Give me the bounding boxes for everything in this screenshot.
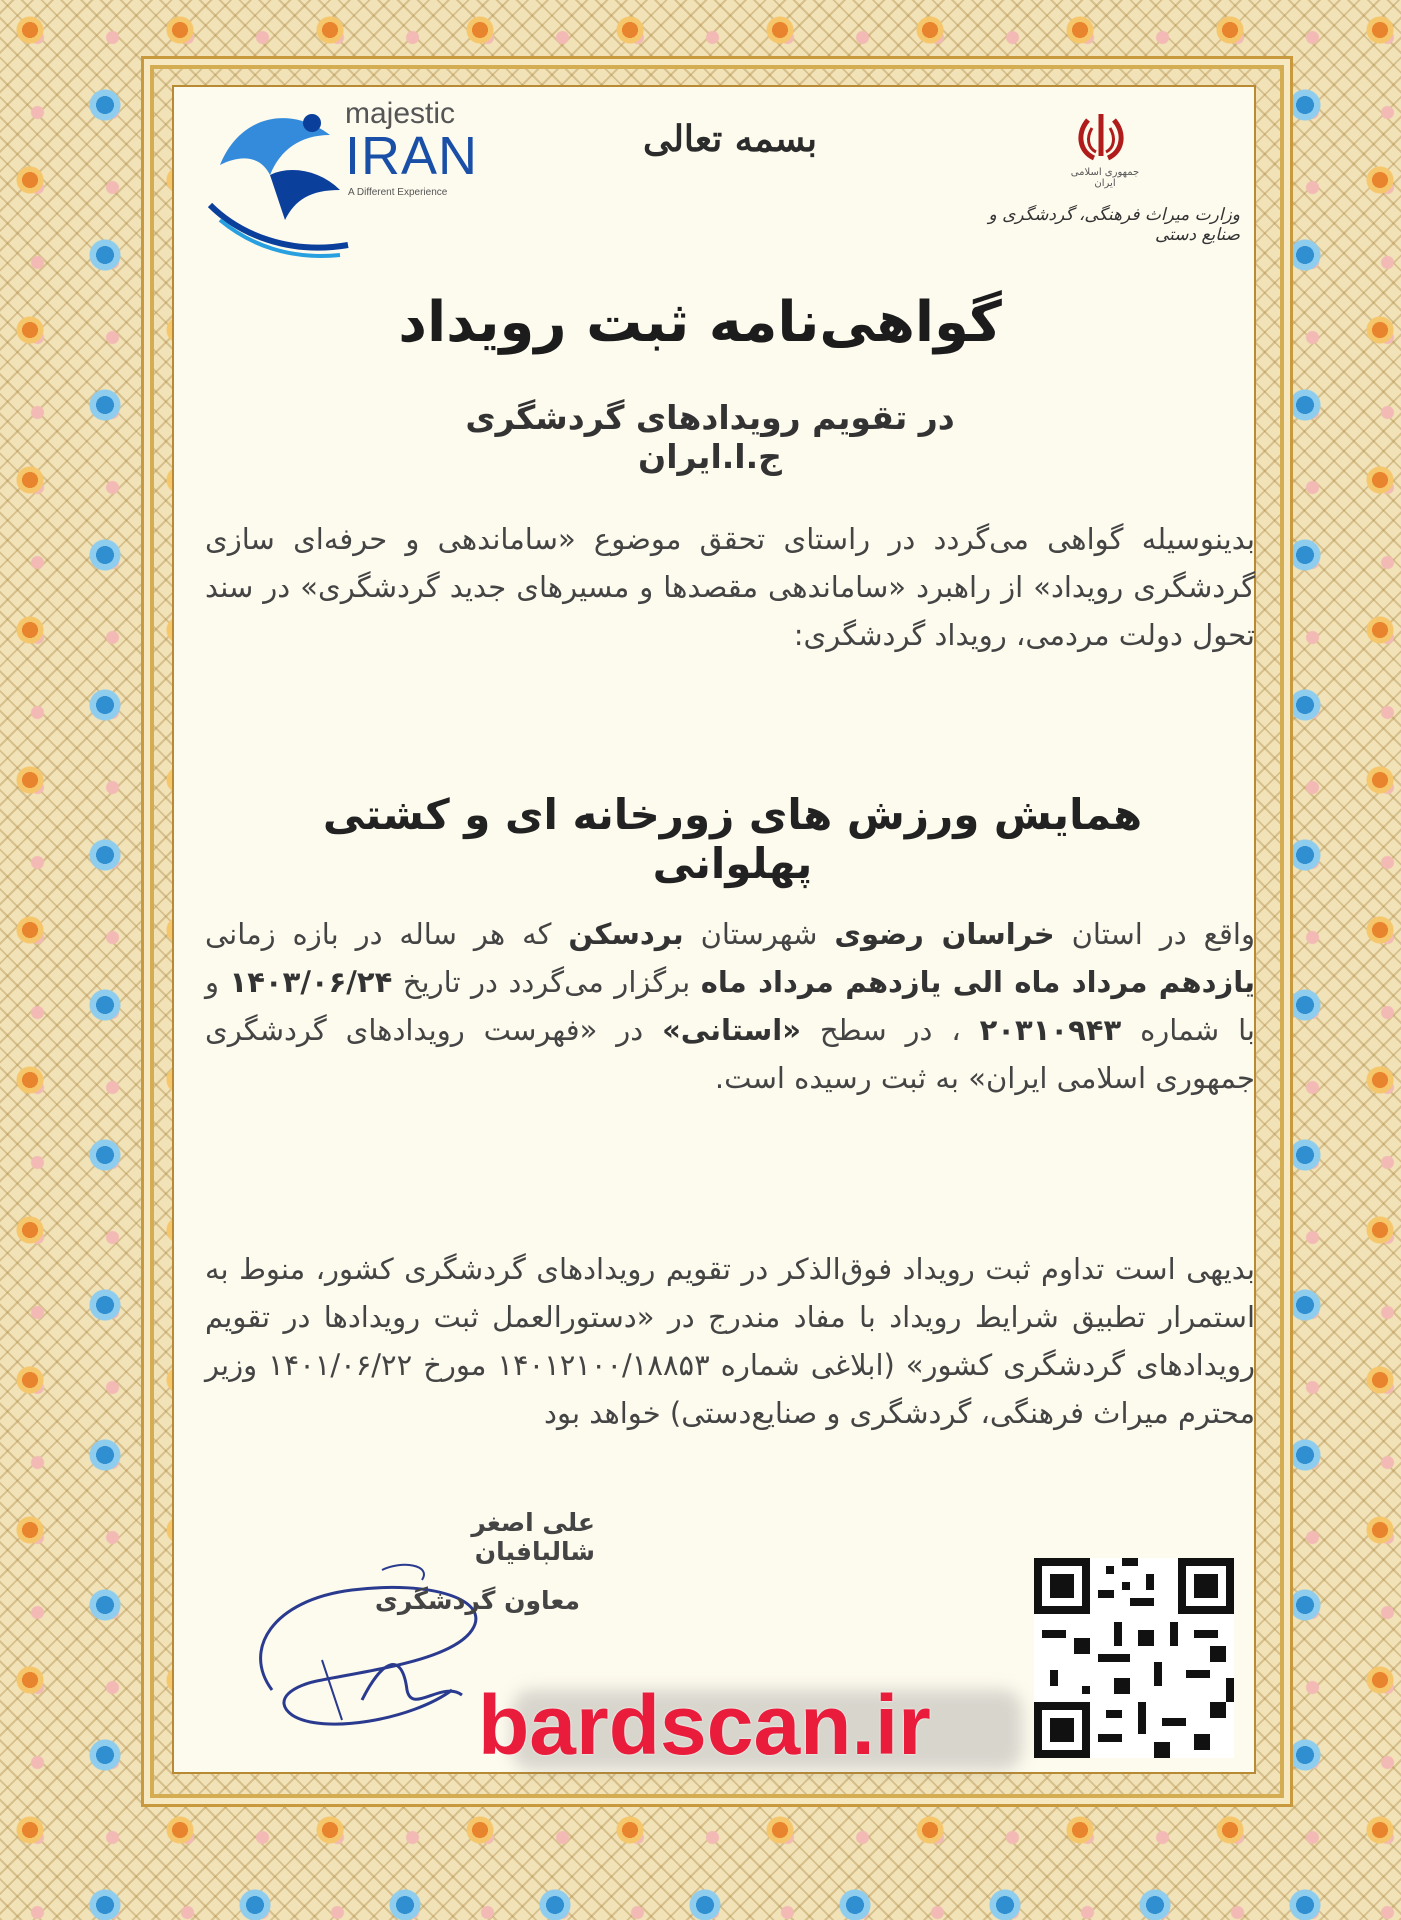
signatory-name: علی اصغر شالبافیان: [471, 1508, 595, 1566]
emblem-caption: جمهوری اسلامی ایران: [1070, 167, 1140, 189]
logo-word-iran: IRAN: [345, 126, 479, 186]
signatory-role: معاون گردشگری: [374, 1586, 580, 1615]
text-part: برگزار می‌گردد در تاریخ: [392, 965, 701, 999]
certificate-subtitle: در تقویم رویدادهای گردشگری ج.ا.ایران: [465, 398, 955, 476]
text-part: ، در سطح: [800, 1013, 980, 1047]
registration-date: ۱۴۰۳/۰۶/۲۴: [229, 965, 393, 999]
text-part: واقع در استان: [1054, 917, 1255, 951]
phoenix-bird-icon: [200, 95, 350, 260]
event-name: همایش ورزش های زورخانه ای و کشتی پهلوانی: [322, 790, 1143, 888]
besmeh-text: بسمه تعالی: [642, 118, 818, 160]
text-part: در «فهرست رویدادهای گردشگری جمهوری اسلامی ایران» به ثبت رسیده است.: [205, 1013, 1255, 1095]
text-part: که هر ساله در بازه زمانی: [205, 917, 569, 951]
text-part: شهرستان: [683, 917, 835, 951]
logo-word-majestic: majestic: [345, 97, 456, 130]
iran-emblem-icon: [1072, 110, 1130, 166]
intro-paragraph: بدینوسیله گواهی می‌گردد در راستای تحقق موضوع «ساماندهی و حرفه‌ای سازی گردشگری رویداد» از راهبرد «ساماندهی مقصدها و مسیرهای جدید گردشگری» در سند تحول دولت مردمی، رویداد گردشگری:: [205, 522, 1255, 652]
province-name: خراسان رضوی: [834, 917, 1055, 951]
ministry-emblem: [960, 105, 1250, 245]
majestic-iran-logo: [200, 95, 490, 260]
event-details-paragraph: [205, 910, 1255, 1102]
event-period: یازدهم مرداد ماه الی یازدهم مرداد ماه: [700, 965, 1255, 999]
text-part: و با شماره: [205, 965, 1255, 1047]
ministry-name: وزارت میراث فرهنگی، گردشگری و صنایع دستی: [988, 205, 1240, 245]
conditions-paragraph: بدیهی است تداوم ثبت رویداد فوق‌الذکر در تقویم رویدادهای گردشگری کشور، منوط به استمرار تطبیق شرایط رویداد با مفاد مندرج در «دستورالعمل ثبت رویدادها در تقویم رویدادهای گردشگری کشور» (ابلاغی شماره ۱۴۰۱۲۱۰۰/۱۸۸۵۳ مورخ ۱۴۰۱/۰۶/۲۲ وزیر محترم میراث فرهنگی، گردشگری و صنایع‌دستی) خواهد بود: [205, 1252, 1255, 1430]
certificate-title: گواهی‌نامه ثبت رویداد: [398, 290, 1002, 355]
qr-code: [1034, 1558, 1234, 1758]
registration-level: «استانی»: [662, 1013, 801, 1047]
registration-number: ۲۰۳۱۰۹۴۳: [979, 1013, 1122, 1047]
logo-tagline: A Different Experience: [348, 187, 448, 198]
watermark-text: bardscan.ir: [478, 1678, 931, 1772]
city-name: بردسکن: [568, 917, 684, 951]
